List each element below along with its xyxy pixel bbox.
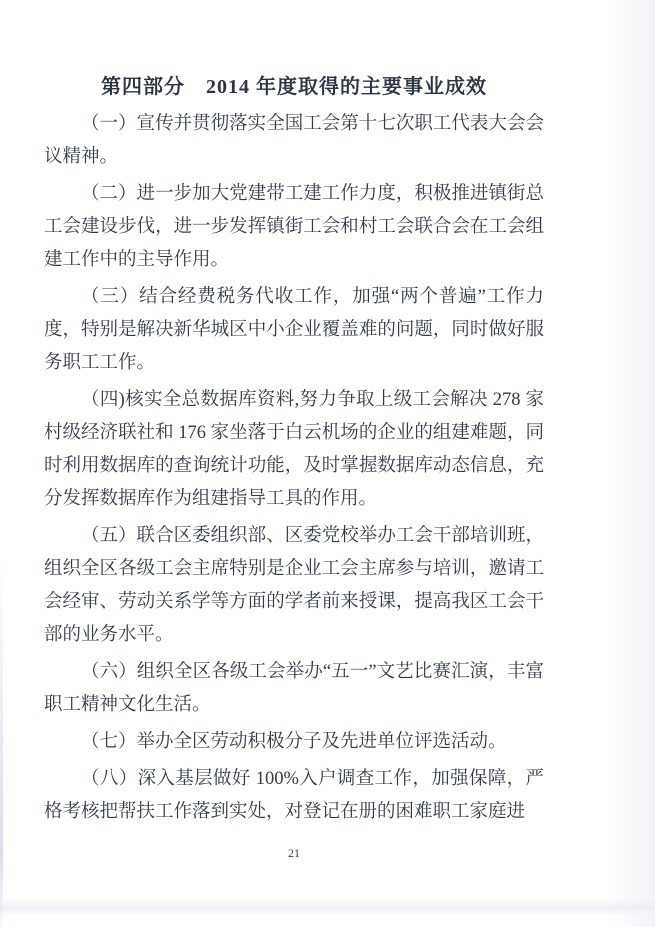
scan-artifact-bottom-edge: [0, 899, 655, 915]
scan-artifact-right-edge: [609, 0, 655, 927]
paragraph-7: （七）举办全区劳动积极分子及先进单位评选活动。: [81, 732, 507, 752]
paragraph-1: （一）宣传并贯彻落实全国工会第十七次职工代表大会会议精神。: [44, 114, 544, 167]
paragraph-6: （六）组织全区各级工会举办“五一”文艺比赛汇演，丰富职工精神文化生活。: [44, 662, 544, 715]
paragraph-8: （八）深入基层做好 100%入户调查工作，加强保障，严格考核把帮扶工作落到实处，对登记在册的困难职工家庭进: [44, 769, 544, 822]
paragraph-4: （四)核实全总数据库资料,努力争取上级工会解决 278 家村级经济联社和 176 家坐落于白云机场的企业的组建难题，同时利用数据库的查询统计功能，及时掌握数据库动态信息，充分发挥数据库作为组建指导工具的作用。: [44, 390, 544, 509]
paragraph-2: （二）进一步加大党建带工建工作力度，积极推进镇街总工会建设步伐，进一步发挥镇街工会和村工会联合会在工会组建工作中的主导作用。: [44, 184, 544, 270]
paragraph-5: （五）联合区委组织部、区委党校举办工会干部培训班，组织全区各级工会主席特别是企业工会主席参与培训，邀请工会经审、劳动关系学等方面的学者前来授课，提高我区工会干部的业务水平。: [44, 526, 544, 645]
section-title: 第四部分 2014 年度取得的主要事业成效: [101, 76, 487, 98]
page-number: 21: [288, 846, 300, 860]
document-body: [44, 72, 544, 833]
paragraph-3: （三）结合经费税务代收工作，加强“两个普遍”工作力度，特别是解决新华城区中小企业覆盖难的问题，同时做好服务职工工作。: [44, 287, 544, 373]
scan-artifact-left-edge: [0, 0, 3, 927]
